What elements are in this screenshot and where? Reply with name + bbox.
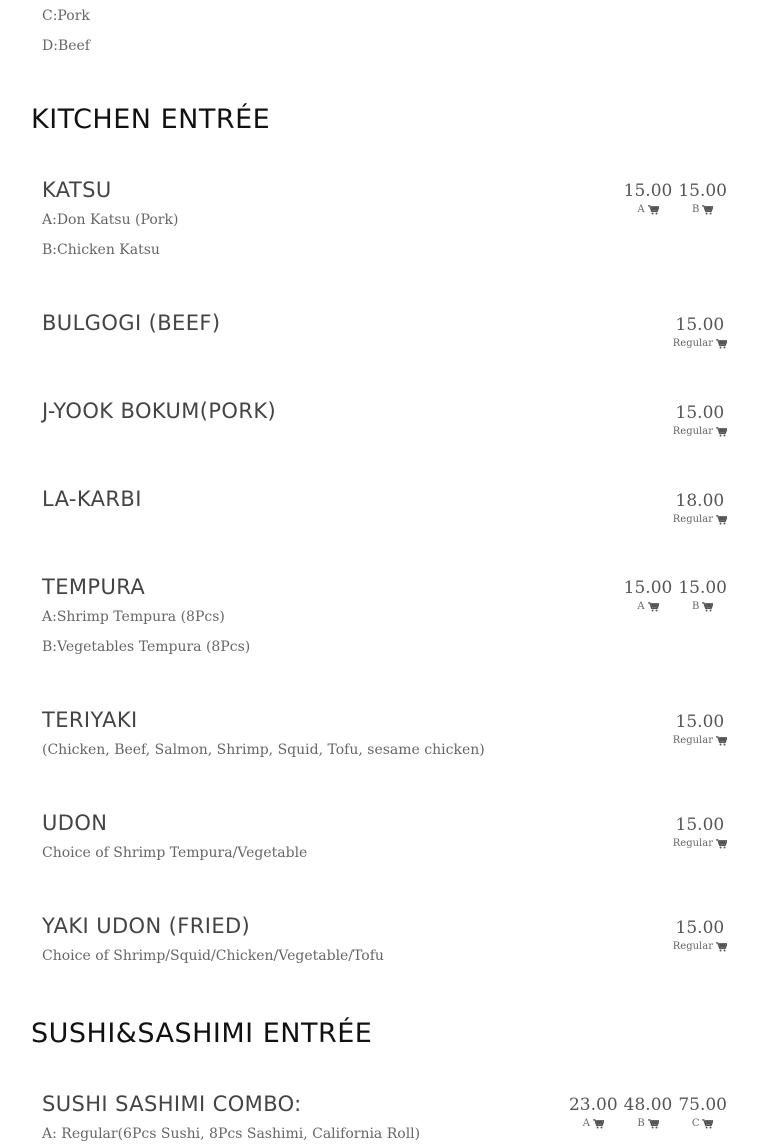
price-option-label: B xyxy=(637,1118,645,1129)
menu-item-description: A:Don Katsu (Pork) xyxy=(42,212,179,228)
price-option-label: Regular xyxy=(672,514,713,525)
price-option-regular[interactable] xyxy=(673,314,727,349)
price-option-regular[interactable] xyxy=(673,490,727,525)
price-option-regular[interactable] xyxy=(673,814,727,849)
price-value: 23.00 xyxy=(568,1095,618,1115)
price-options xyxy=(673,814,727,849)
price-option-label: Regular xyxy=(672,941,713,952)
price-options xyxy=(673,711,727,746)
menu-item-name: UDON xyxy=(42,811,108,835)
price-value: 15.00 xyxy=(675,315,725,335)
shopping-cart-icon xyxy=(716,427,727,437)
price-value: 15.00 xyxy=(623,578,673,598)
shopping-cart-icon xyxy=(702,1119,713,1129)
price-option-b[interactable] xyxy=(678,577,727,612)
price-value: 15.00 xyxy=(675,403,725,423)
price-value: 15.00 xyxy=(678,578,727,598)
price-option-label: Regular xyxy=(672,426,713,437)
shopping-cart-icon xyxy=(648,602,659,612)
menu-item-description: Choice of Shrimp/Squid/Chicken/Vegetable/Tofu xyxy=(42,948,384,964)
shopping-cart-icon xyxy=(702,205,713,215)
add-to-cart-button[interactable] xyxy=(673,838,727,849)
menu-item-name: KATSU xyxy=(42,178,112,202)
section-title-sushi-sashimi-entree: SUSHI&SASHIMI ENTRÉE xyxy=(31,1018,373,1049)
price-option-b[interactable] xyxy=(624,1094,673,1129)
price-option-regular[interactable] xyxy=(673,917,727,952)
price-options xyxy=(673,402,727,437)
price-options xyxy=(624,180,727,215)
price-options xyxy=(673,917,727,952)
menu-item-teriyaki xyxy=(42,707,727,759)
menu-item-name: SUSHI SASHIMI COMBO: xyxy=(42,1092,302,1116)
shopping-cart-icon xyxy=(593,1119,604,1129)
price-option-label: Regular xyxy=(672,735,713,746)
price-option-label: Regular xyxy=(672,338,713,349)
add-to-cart-button[interactable] xyxy=(692,601,713,612)
price-options xyxy=(569,1094,727,1129)
add-to-cart-button[interactable] xyxy=(673,735,727,746)
price-option-label: B xyxy=(691,601,700,612)
add-to-cart-button[interactable] xyxy=(637,601,658,612)
price-value: 15.00 xyxy=(675,815,725,835)
price-option-label: B xyxy=(691,204,700,215)
add-to-cart-button[interactable] xyxy=(673,514,727,525)
price-option-a[interactable] xyxy=(624,180,673,215)
menu-item-sushi-sashimi-combo xyxy=(42,1091,727,1143)
section-title-kitchen-entree: KITCHEN ENTRÉE xyxy=(31,104,271,135)
shopping-cart-icon xyxy=(648,1119,659,1129)
shopping-cart-icon xyxy=(648,205,659,215)
shopping-cart-icon xyxy=(716,515,727,525)
add-to-cart-button[interactable] xyxy=(637,204,658,215)
menu-item-description: B:Vegetables Tempura (8Pcs) xyxy=(42,639,251,655)
price-value: 15.00 xyxy=(675,712,725,732)
price-option-b[interactable] xyxy=(678,180,727,215)
add-to-cart-button[interactable] xyxy=(692,204,713,215)
add-to-cart-button[interactable] xyxy=(673,338,727,349)
price-options xyxy=(673,314,727,349)
menu-item-description: B:Chicken Katsu xyxy=(42,242,160,258)
menu-item-name: TEMPURA xyxy=(42,575,146,599)
price-option-label: A xyxy=(637,601,645,612)
menu-item-name: YAKI UDON (FRIED) xyxy=(42,914,251,938)
menu-item-description: (Chicken, Beef, Salmon, Shrimp, Squid, Tofu, sesame chicken) xyxy=(42,742,485,758)
price-options xyxy=(673,490,727,525)
price-options xyxy=(624,577,727,612)
add-to-cart-button[interactable] xyxy=(692,1118,714,1129)
menu-item-udon xyxy=(42,810,727,862)
menu-item-j-yook-bokum xyxy=(42,398,727,437)
menu-item-description: A:Shrimp Tempura (8Pcs) xyxy=(42,609,225,625)
price-value: 48.00 xyxy=(623,1095,673,1115)
add-to-cart-button[interactable] xyxy=(637,1118,658,1129)
menu-item-bulgogi xyxy=(42,310,727,349)
price-option-label: A xyxy=(582,1118,590,1129)
menu-item-tempura xyxy=(42,574,727,656)
menu-item-name: J-YOOK BOKUM(PORK) xyxy=(42,399,277,423)
price-option-a[interactable] xyxy=(624,577,673,612)
menu-item-la-karbi xyxy=(42,486,727,525)
menu-item-name: LA-KARBI xyxy=(42,487,142,511)
shopping-cart-icon xyxy=(716,942,727,952)
menu-item-description: A: Regular(6Pcs Sushi, 8Pcs Sashimi, California Roll) xyxy=(42,1126,421,1142)
menu-item-yaki-udon xyxy=(42,913,727,965)
price-option-regular[interactable] xyxy=(673,402,727,437)
price-value: 15.00 xyxy=(675,918,725,938)
price-option-c[interactable] xyxy=(678,1094,727,1129)
menu-item-description: D:Beef xyxy=(42,38,90,54)
price-option-a[interactable] xyxy=(569,1094,618,1129)
menu-item-name: TERIYAKI xyxy=(42,708,138,732)
menu-item-name: BULGOGI (BEEF) xyxy=(42,311,221,335)
price-option-label: Regular xyxy=(672,838,713,849)
price-option-regular[interactable] xyxy=(673,711,727,746)
price-value: 15.00 xyxy=(678,181,727,201)
price-option-label: A xyxy=(637,204,645,215)
price-value: 18.00 xyxy=(675,491,725,511)
add-to-cart-button[interactable] xyxy=(673,941,727,952)
menu-item-katsu xyxy=(42,177,727,259)
menu-item-description: Choice of Shrimp Tempura/Vegetable xyxy=(42,845,308,861)
add-to-cart-button[interactable] xyxy=(673,426,727,437)
shopping-cart-icon xyxy=(702,602,713,612)
price-value: 15.00 xyxy=(623,181,673,201)
shopping-cart-icon xyxy=(716,736,727,746)
shopping-cart-icon xyxy=(716,839,727,849)
price-value: 75.00 xyxy=(678,1095,727,1115)
add-to-cart-button[interactable] xyxy=(583,1118,604,1129)
price-option-label: C xyxy=(691,1118,700,1129)
shopping-cart-icon xyxy=(716,339,727,349)
menu-item-description: C:Pork xyxy=(42,8,90,24)
